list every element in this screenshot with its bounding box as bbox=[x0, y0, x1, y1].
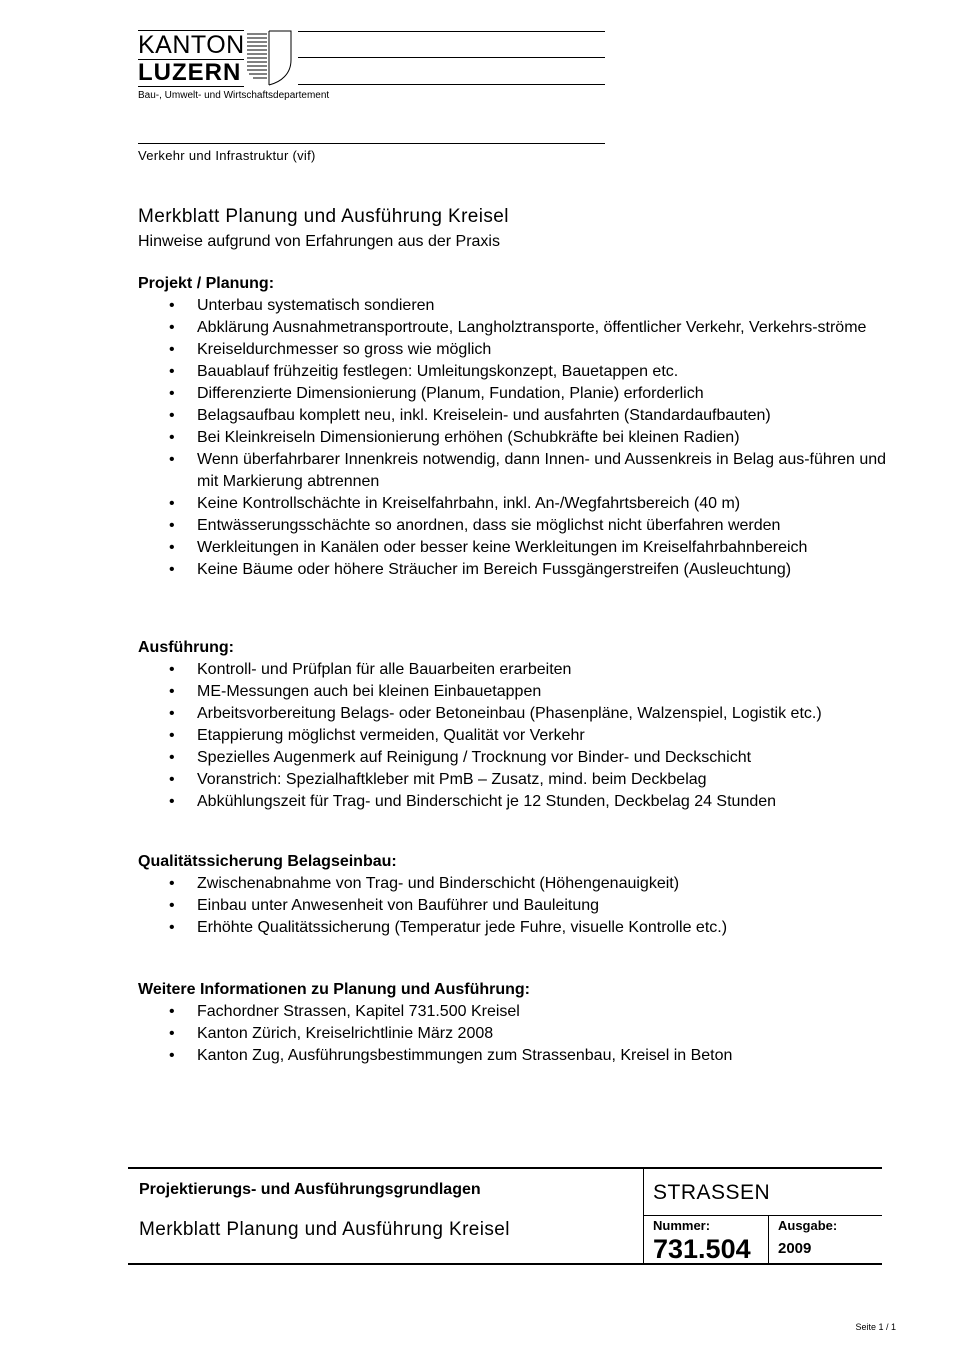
list-item: • Wenn überfahrbarer Innenkreis notwendig, dann Innen- und Aussenkreis in Belag aus-führen und mit Markierung abtrennen bbox=[169, 451, 887, 490]
footer-edition: 2009 bbox=[778, 1240, 812, 1257]
list-item: • Werkleitungen in Kanälen oder besser keine Werkleitungen im Kreiselfahrbahnbereich bbox=[138, 537, 908, 559]
bullet-icon: • bbox=[169, 919, 175, 936]
unit-name: Verkehr und Infrastruktur (vif) bbox=[138, 148, 316, 163]
bullet-icon: • bbox=[169, 771, 175, 788]
section-heading: Projekt / Planung: bbox=[138, 275, 275, 292]
coat-of-arms-icon bbox=[245, 30, 293, 86]
list-item: • Einbau unter Anwesenheit von Bauführer und Bauleitung bbox=[138, 895, 908, 917]
logo-luzern-text: LUZERN bbox=[138, 59, 242, 86]
bullet-icon: • bbox=[169, 319, 175, 336]
section-heading: Weitere Informationen zu Planung und Ausführung: bbox=[138, 981, 530, 998]
list-item: • Kanton Zug, Ausführungsbestimmungen zum Strassenbau, Kreisel in Beton bbox=[138, 1045, 908, 1067]
bullet-icon: • bbox=[169, 451, 175, 468]
unit-divider bbox=[138, 143, 605, 144]
logo-kanton-text: KANTON bbox=[138, 31, 245, 59]
bullet-icon: • bbox=[169, 561, 175, 578]
list-item: • Spezielles Augenmerk auf Reinigung / Trocknung vor Binder- und Deckschicht bbox=[138, 747, 908, 769]
footer-divider bbox=[644, 1215, 882, 1216]
footer-document-title: Merkblatt Planung und Ausführung Kreisel bbox=[139, 1219, 510, 1240]
bullet-icon: • bbox=[169, 727, 175, 744]
bullet-icon: • bbox=[169, 705, 175, 722]
document-subtitle: Hinweise aufgrund von Erfahrungen aus der Praxis bbox=[138, 233, 500, 250]
bullet-icon: • bbox=[169, 793, 175, 810]
list-item: • Erhöhte Qualitätssicherung (Temperatur jede Fuhre, visuelle Kontrolle etc.) bbox=[138, 917, 908, 939]
list-item: • Keine Bäume oder höhere Sträucher im Bereich Fussgängerstreifen (Ausleuchtung) bbox=[138, 559, 908, 581]
bullet-icon: • bbox=[169, 749, 175, 766]
list-item: • Unterbau systematisch sondieren bbox=[138, 295, 908, 317]
list-item: • Fachordner Strassen, Kapitel 731.500 Kreisel bbox=[138, 1001, 908, 1023]
bullet-list bbox=[138, 295, 908, 581]
list-item: • Bei Kleinkreiseln Dimensionierung erhöhen (Schubkräfte bei kleinen Radien) bbox=[138, 427, 908, 449]
section-heading: Ausführung: bbox=[138, 639, 234, 656]
list-item: • Arbeitsvorbereitung Belags- oder Betoneinbau (Phasenpläne, Walzenspiel, Logistik etc.) bbox=[138, 703, 908, 725]
bullet-list bbox=[138, 873, 908, 939]
header-line bbox=[298, 84, 605, 85]
section-ausfuehrung bbox=[138, 637, 908, 813]
document-title: Merkblatt Planung und Ausführung Kreisel bbox=[138, 206, 509, 227]
bullet-icon: • bbox=[169, 363, 175, 380]
logo-rule-bottom bbox=[138, 86, 244, 87]
bullet-icon: • bbox=[169, 1025, 175, 1042]
list-item: • Abkühlungszeit für Trag- und Binderschicht je 12 Stunden, Deckbelag 24 Stunden bbox=[138, 791, 908, 813]
list-item: • Bauablauf frühzeitig festlegen: Umleitungskonzept, Bauetappen etc. bbox=[138, 361, 908, 383]
list-item: • Kanton Zürich, Kreiselrichtlinie März 2008 bbox=[138, 1023, 908, 1045]
list-item: • Belagsaufbau komplett neu, inkl. Kreiselein- und ausfahrten (Standardaufbauten) bbox=[138, 405, 908, 427]
list-item: • Keine Kontrollschächte in Kreiselfahrbahn, inkl. An-/Wegfahrtsbereich (40 m) bbox=[138, 493, 908, 515]
bullet-icon: • bbox=[169, 297, 175, 314]
section-weitere-informationen bbox=[138, 979, 908, 1067]
list-item: • Voranstrich: Spezialhaftkleber mit PmB – Zusatz, mind. beim Deckbelag bbox=[138, 769, 908, 791]
list-item: • Differenzierte Dimensionierung (Planum, Fundation, Planie) erforderlich bbox=[138, 383, 908, 405]
bullet-icon: • bbox=[169, 495, 175, 512]
section-qualitaetssicherung bbox=[138, 851, 908, 939]
list-item: • Abklärung Ausnahmetransportroute, Langholztransporte, öffentlicher Verkehr, Verkehrs-ströme bbox=[138, 317, 908, 339]
section-heading: Qualitätssicherung Belagseinbau: bbox=[138, 853, 397, 870]
bullet-list bbox=[138, 659, 908, 813]
list-item: • Kreiseldurchmesser so gross wie möglich bbox=[138, 339, 908, 361]
bullet-icon: • bbox=[169, 1047, 175, 1064]
bullet-icon: • bbox=[169, 341, 175, 358]
department-name: Bau-, Umwelt- und Wirtschaftsdepartement bbox=[138, 90, 330, 101]
footer-category: STRASSEN bbox=[653, 1181, 771, 1204]
bullet-icon: • bbox=[169, 897, 175, 914]
bullet-list bbox=[138, 1001, 908, 1067]
list-item: • Kontroll- und Prüfplan für alle Bauarbeiten erarbeiten bbox=[138, 659, 908, 681]
footer-info-box bbox=[128, 1167, 882, 1265]
footer-edition-label: Ausgabe: bbox=[778, 1218, 838, 1233]
bullet-icon: • bbox=[169, 875, 175, 892]
list-item: • Zwischenabnahme von Trag- und Binderschicht (Höhengenauigkeit) bbox=[138, 873, 908, 895]
bullet-icon: • bbox=[169, 517, 175, 534]
list-item: • ME-Messungen auch bei kleinen Einbauetappen bbox=[138, 681, 908, 703]
header-line bbox=[298, 57, 605, 58]
footer-divider bbox=[643, 1169, 644, 1265]
bullet-icon: • bbox=[169, 539, 175, 556]
bullet-icon: • bbox=[169, 385, 175, 402]
bullet-icon: • bbox=[169, 407, 175, 424]
page-number: Seite 1 / 1 bbox=[855, 1322, 896, 1332]
footer-divider bbox=[768, 1216, 769, 1265]
bullet-icon: • bbox=[169, 683, 175, 700]
bullet-icon: • bbox=[169, 661, 175, 678]
footer-basics-label: Projektierungs- und Ausführungsgrundlagen bbox=[139, 1181, 481, 1198]
list-item: • Entwässerungsschächte so anordnen, dass sie möglichst nicht überfahren werden bbox=[138, 515, 908, 537]
bullet-icon: • bbox=[169, 429, 175, 446]
bullet-icon: • bbox=[169, 1003, 175, 1020]
section-projekt-planung bbox=[138, 273, 908, 581]
footer-number: 731.504 bbox=[653, 1234, 751, 1264]
footer-number-label: Nummer: bbox=[653, 1218, 711, 1233]
header-line bbox=[298, 31, 605, 32]
list-item: • Etappierung möglichst vermeiden, Qualität vor Verkehr bbox=[138, 725, 908, 747]
